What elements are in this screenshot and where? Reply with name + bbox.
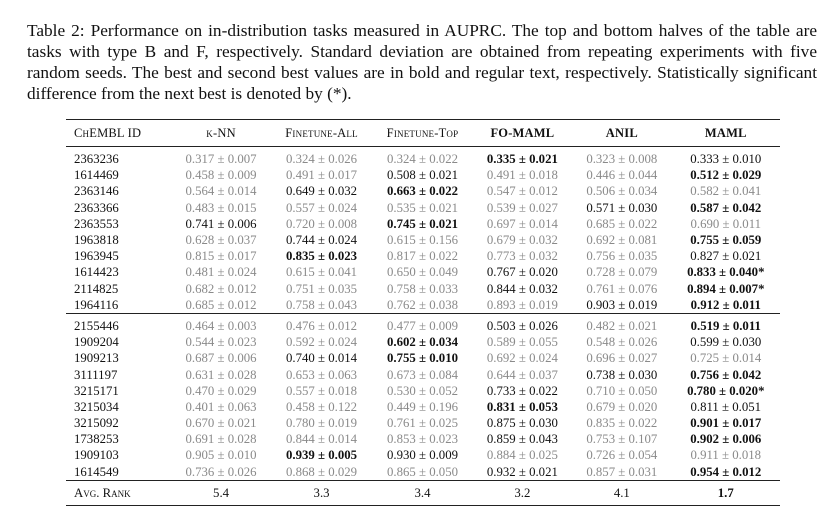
score-cell: 0.663 ± 0.022	[386, 184, 458, 199]
score-cell: 0.780 ± 0.019	[286, 416, 358, 431]
table-row	[66, 216, 780, 232]
table-row	[66, 399, 780, 415]
score-cell: 0.615 ± 0.156	[386, 233, 458, 248]
chembl-id-cell: 1909103	[74, 448, 119, 463]
chembl-id-cell: 2114825	[74, 281, 119, 296]
score-cell: 0.649 ± 0.032	[286, 184, 358, 199]
col-chembl-id: ChEMBL ID	[66, 120, 171, 147]
score-cell: 0.544 ± 0.023	[185, 335, 257, 350]
score-cell: 0.744 ± 0.024	[286, 233, 358, 248]
score-cell: 0.464 ± 0.003	[171, 313, 270, 334]
score-cell: 0.679 ± 0.020	[586, 399, 658, 414]
score-cell: 0.905 ± 0.010	[185, 448, 257, 463]
score-cell: 0.696 ± 0.027	[586, 351, 658, 366]
score-cell: 0.773 ± 0.032	[486, 249, 558, 264]
score-cell: 0.756 ± 0.035	[586, 249, 658, 264]
score-cell: 0.745 ± 0.021	[386, 216, 458, 231]
avg-rank-value: 4.1	[572, 480, 671, 505]
avg-rank-value: 3.4	[372, 480, 472, 505]
score-cell: 0.335 ± 0.021	[486, 152, 558, 167]
score-cell: 0.853 ± 0.023	[386, 432, 458, 447]
score-cell: 0.761 ± 0.076	[586, 281, 658, 296]
score-cell: 0.692 ± 0.024	[486, 351, 558, 366]
avg-rank-row	[66, 480, 780, 505]
score-cell: 0.548 ± 0.026	[586, 335, 658, 350]
top-half	[66, 147, 780, 314]
score-cell: 0.811 ± 0.051	[690, 399, 762, 414]
score-cell: 0.333 ± 0.010	[690, 152, 762, 167]
score-cell: 0.512 ± 0.029	[690, 168, 762, 183]
score-cell: 0.868 ± 0.029	[286, 464, 358, 479]
avg-rank-value: 3.2	[473, 480, 572, 505]
score-cell: 0.736 ± 0.026	[185, 464, 257, 479]
score-cell: 0.571 ± 0.030	[586, 200, 658, 215]
chembl-id-cell: 1909213	[74, 351, 119, 366]
score-cell: 0.741 ± 0.006	[185, 216, 257, 231]
score-cell: 0.628 ± 0.037	[185, 233, 257, 248]
col-anil: ANIL	[572, 120, 671, 147]
score-cell: 0.939 ± 0.005	[286, 448, 358, 463]
score-cell: 0.827 ± 0.021	[690, 249, 762, 264]
avg-rank-value: 5.4	[171, 480, 270, 505]
score-cell: 0.875 ± 0.030	[486, 416, 558, 431]
table-row	[66, 383, 780, 399]
chembl-id-cell: 1963945	[74, 249, 119, 264]
table-row	[66, 147, 780, 168]
avg-rank-value: 1.7	[672, 480, 780, 505]
score-cell: 0.481 ± 0.024	[185, 265, 257, 280]
score-cell: 0.557 ± 0.024	[286, 200, 358, 215]
score-cell: 0.564 ± 0.014	[185, 184, 257, 199]
score-cell: 0.710 ± 0.050	[586, 383, 658, 398]
chembl-id-cell: 1614469	[74, 168, 119, 183]
chembl-id-cell: 3215171	[74, 383, 119, 398]
chembl-id-cell: 2363236	[74, 152, 119, 167]
score-cell: 0.835 ± 0.023	[286, 249, 358, 264]
score-cell: 0.865 ± 0.050	[386, 464, 458, 479]
score-cell: 0.650 ± 0.049	[386, 265, 458, 280]
table-row	[66, 447, 780, 463]
score-cell: 0.738 ± 0.030	[586, 367, 658, 382]
score-cell: 0.767 ± 0.020	[486, 265, 558, 280]
chembl-id-cell: 3111197	[74, 367, 118, 382]
score-cell: 0.557 ± 0.018	[286, 383, 358, 398]
results-table	[66, 119, 780, 506]
score-cell: 0.903 ± 0.019	[586, 297, 658, 312]
score-cell: 0.506 ± 0.034	[586, 184, 658, 199]
table-row	[66, 366, 780, 382]
table-row	[66, 248, 780, 264]
chembl-id-cell: 1738253	[74, 432, 119, 447]
chembl-id-cell: 2363553	[74, 216, 119, 231]
chembl-id-cell: 1614549	[74, 464, 119, 479]
score-cell: 0.911 ± 0.018	[690, 448, 762, 463]
chembl-id-cell: 1963818	[74, 233, 119, 248]
score-cell: 0.902 ± 0.006	[690, 432, 762, 447]
caption-text: Performance on in-distribution tasks measured in AUPRC. The top and bottom halves of the table are tasks with type B and F, respectively. Standard deviation are obtained from repeating experiments with five random seeds. The best and second best values are in bold and regular text, respectively. Statistically significant difference from the next best is denoted by (*).	[27, 21, 817, 103]
score-cell: 0.602 ± 0.034	[386, 335, 458, 350]
score-cell: 0.458 ± 0.122	[286, 399, 358, 414]
score-cell: 0.483 ± 0.015	[185, 200, 257, 215]
score-cell: 0.317 ± 0.007	[185, 152, 257, 167]
score-cell: 0.589 ± 0.055	[486, 335, 558, 350]
score-cell: 0.401 ± 0.063	[185, 399, 257, 414]
score-cell: 0.762 ± 0.038	[386, 297, 458, 312]
score-cell: 0.697 ± 0.014	[486, 216, 558, 231]
chembl-id-cell: 1909204	[74, 335, 119, 350]
table-row	[66, 167, 780, 183]
table-row	[66, 431, 780, 447]
score-cell: 0.815 ± 0.017	[185, 249, 257, 264]
chembl-id-cell: 1964116	[74, 297, 119, 312]
score-cell: 0.582 ± 0.041	[690, 184, 762, 199]
table-row	[66, 334, 780, 350]
score-cell: 0.894 ± 0.007*	[687, 281, 765, 296]
score-cell: 0.761 ± 0.025	[386, 416, 458, 431]
score-cell: 0.535 ± 0.021	[386, 200, 458, 215]
score-cell: 0.893 ± 0.019	[486, 297, 558, 312]
score-cell: 0.817 ± 0.022	[386, 249, 458, 264]
score-cell: 0.679 ± 0.032	[486, 233, 558, 248]
chembl-id-cell: 2363146	[74, 184, 119, 199]
score-cell: 0.692 ± 0.081	[586, 233, 658, 248]
score-cell: 0.691 ± 0.028	[185, 432, 257, 447]
score-cell: 0.615 ± 0.041	[286, 265, 358, 280]
chembl-id-cell: 2363366	[74, 200, 119, 215]
score-cell: 0.323 ± 0.008	[586, 152, 658, 167]
score-cell: 0.530 ± 0.052	[386, 383, 458, 398]
table-row	[66, 350, 780, 366]
score-cell: 0.756 ± 0.042	[690, 367, 762, 382]
col-finetune-top: Finetune-Top	[372, 120, 472, 147]
score-cell: 0.725 ± 0.014	[690, 351, 762, 366]
avg-rank-section	[66, 480, 780, 505]
score-cell: 0.519 ± 0.011	[672, 313, 780, 334]
score-cell: 0.758 ± 0.033	[386, 281, 458, 296]
table-row	[66, 281, 780, 297]
col-knn: k-NN	[171, 120, 270, 147]
score-cell: 0.930 ± 0.009	[386, 448, 458, 463]
score-cell: 0.912 ± 0.011	[690, 297, 761, 312]
table-row	[66, 297, 780, 314]
score-cell: 0.539 ± 0.027	[486, 200, 558, 215]
table-row	[66, 313, 780, 334]
score-cell: 0.720 ± 0.008	[286, 216, 358, 231]
avg-rank-value: 3.3	[271, 480, 373, 505]
score-cell: 0.503 ± 0.026	[473, 313, 572, 334]
header-row	[66, 120, 780, 147]
score-cell: 0.476 ± 0.012	[271, 313, 373, 334]
score-cell: 0.728 ± 0.079	[586, 265, 658, 280]
score-cell: 0.859 ± 0.043	[486, 432, 558, 447]
table-row	[66, 415, 780, 431]
col-maml: MAML	[672, 120, 780, 147]
score-cell: 0.587 ± 0.042	[690, 200, 762, 215]
score-cell: 0.599 ± 0.030	[690, 335, 762, 350]
score-cell: 0.470 ± 0.029	[185, 383, 257, 398]
caption-label: Table 2:	[27, 21, 85, 40]
score-cell: 0.592 ± 0.024	[286, 335, 358, 350]
score-cell: 0.644 ± 0.037	[486, 367, 558, 382]
chembl-id-cell: 3215034	[74, 399, 119, 414]
table-row	[66, 464, 780, 481]
score-cell: 0.835 ± 0.022	[586, 416, 658, 431]
score-cell: 0.682 ± 0.012	[185, 281, 257, 296]
score-cell: 0.477 ± 0.009	[372, 313, 472, 334]
score-cell: 0.751 ± 0.035	[286, 281, 358, 296]
table-row	[66, 264, 780, 280]
avg-rank-label: Avg. Rank	[66, 480, 171, 505]
score-cell: 0.631 ± 0.028	[185, 367, 257, 382]
score-cell: 0.932 ± 0.021	[486, 464, 558, 479]
score-cell: 0.673 ± 0.084	[386, 367, 458, 382]
score-cell: 0.508 ± 0.021	[386, 168, 458, 183]
score-cell: 0.324 ± 0.026	[286, 152, 358, 167]
score-cell: 0.482 ± 0.021	[572, 313, 671, 334]
score-cell: 0.324 ± 0.022	[386, 152, 458, 167]
chembl-id-cell: 2155446	[66, 313, 171, 334]
score-cell: 0.884 ± 0.025	[486, 448, 558, 463]
score-cell: 0.446 ± 0.044	[586, 168, 658, 183]
score-cell: 0.755 ± 0.059	[690, 233, 762, 248]
col-finetune-all: Finetune-All	[271, 120, 373, 147]
bottom-half	[66, 313, 780, 480]
table-row	[66, 183, 780, 199]
score-cell: 0.726 ± 0.054	[586, 448, 658, 463]
score-cell: 0.653 ± 0.063	[286, 367, 358, 382]
score-cell: 0.491 ± 0.017	[286, 168, 358, 183]
score-cell: 0.758 ± 0.043	[286, 297, 358, 312]
chembl-id-cell: 3215092	[74, 416, 119, 431]
score-cell: 0.690 ± 0.011	[690, 216, 762, 231]
score-cell: 0.547 ± 0.012	[486, 184, 558, 199]
score-cell: 0.687 ± 0.006	[185, 351, 257, 366]
score-cell: 0.449 ± 0.196	[386, 399, 458, 414]
score-cell: 0.844 ± 0.032	[486, 281, 558, 296]
score-cell: 0.844 ± 0.014	[286, 432, 358, 447]
score-cell: 0.901 ± 0.017	[690, 416, 762, 431]
score-cell: 0.753 ± 0.107	[586, 432, 658, 447]
score-cell: 0.685 ± 0.012	[185, 297, 257, 312]
score-cell: 0.831 ± 0.053	[486, 399, 558, 414]
table-row	[66, 232, 780, 248]
chembl-id-cell: 1614423	[74, 265, 119, 280]
score-cell: 0.458 ± 0.009	[185, 168, 257, 183]
score-cell: 0.857 ± 0.031	[586, 464, 658, 479]
score-cell: 0.755 ± 0.010	[386, 351, 458, 366]
score-cell: 0.685 ± 0.022	[586, 216, 658, 231]
score-cell: 0.491 ± 0.018	[486, 168, 558, 183]
col-fo-maml: FO-MAML	[473, 120, 572, 147]
score-cell: 0.833 ± 0.040*	[687, 265, 765, 280]
score-cell: 0.740 ± 0.014	[286, 351, 358, 366]
score-cell: 0.954 ± 0.012	[690, 464, 762, 479]
table-caption	[27, 20, 817, 104]
table-row	[66, 200, 780, 216]
score-cell: 0.670 ± 0.021	[185, 416, 257, 431]
score-cell: 0.733 ± 0.022	[486, 383, 558, 398]
score-cell: 0.780 ± 0.020*	[687, 383, 765, 398]
